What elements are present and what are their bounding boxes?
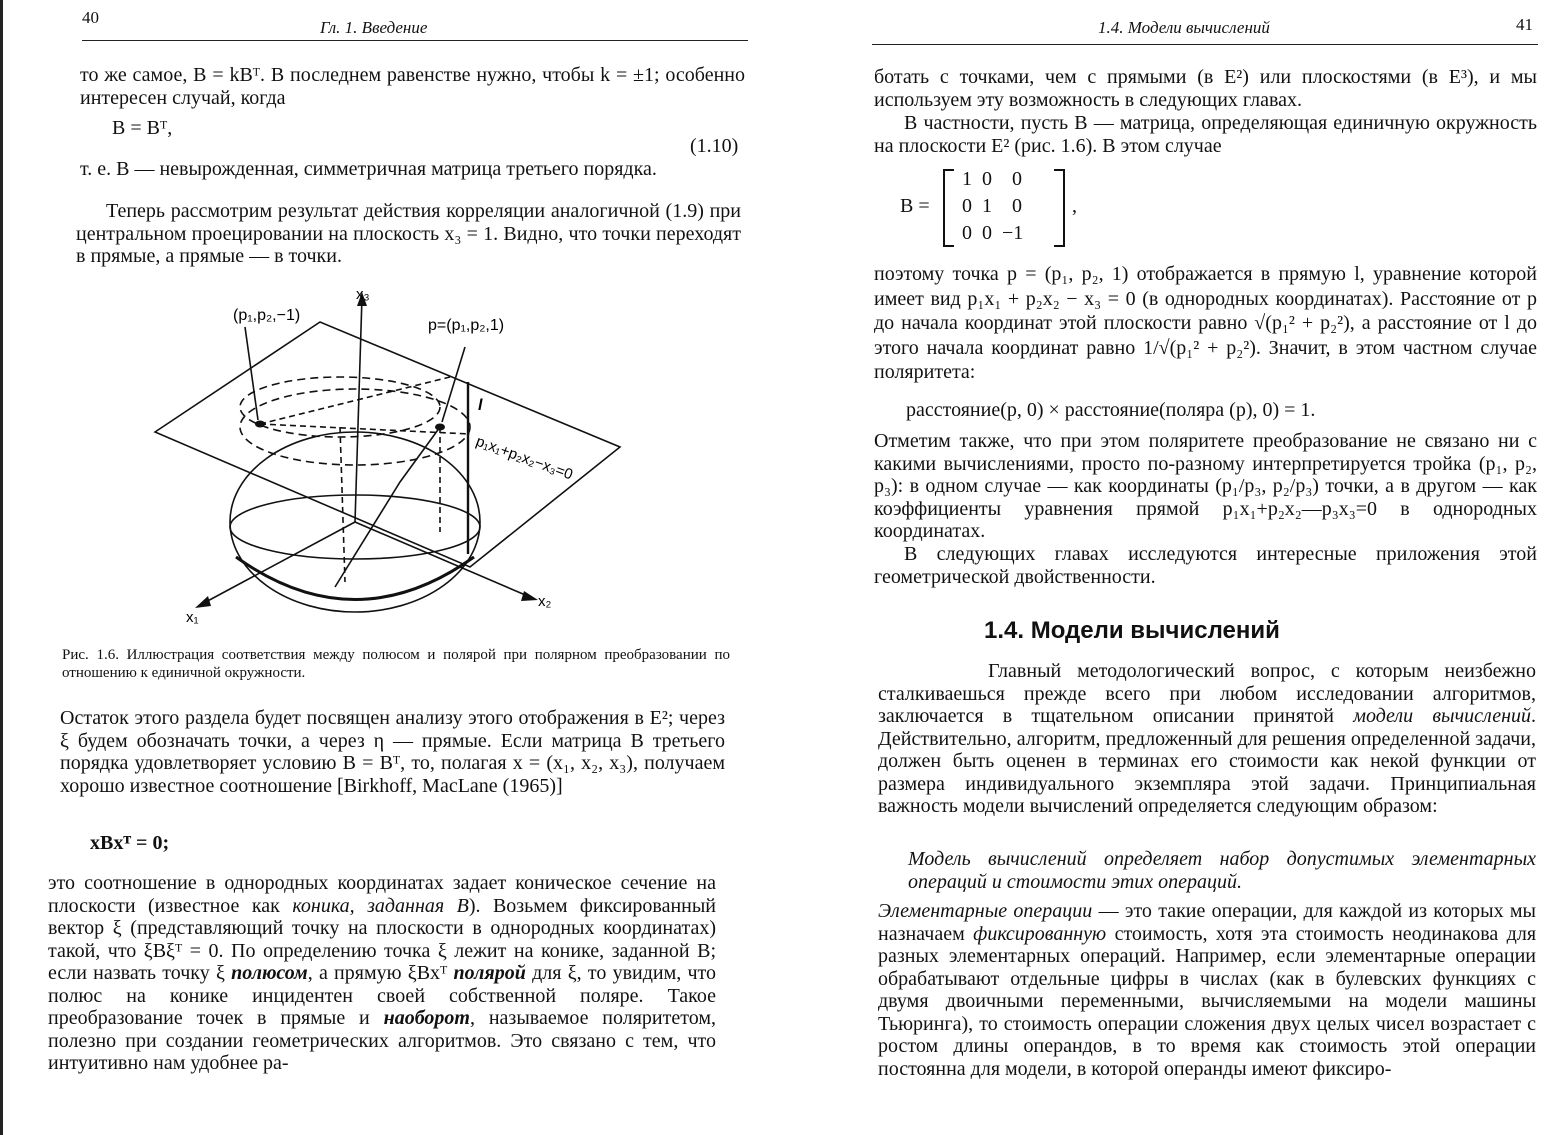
figure-label-pole: (p₁,p₂,−1)	[233, 307, 301, 324]
matrix-row-1: 1 0 0	[962, 168, 1022, 190]
figure-pointer-2	[442, 347, 465, 422]
figure-axis-x3	[355, 297, 362, 522]
matrix-b	[900, 168, 1200, 248]
left-page	[0, 0, 770, 1135]
left-formula-1-10: B = Bᵀ,	[112, 117, 173, 139]
definition-block: Модель вычислений определяет набор допустимых элементарных операций и стоимости этих операций.	[908, 848, 1536, 893]
figure-pole-point	[255, 421, 265, 428]
left-paragraph-4: Остаток этого раздела будет посвящен анализу этого отображения в E²; через ξ будем обозначать точки, а через η — прямые. Если матрица B третьего порядка удовлетворяет условию B = Bᵀ, то, полагая x = (x₁, x₂, x₃), получаем хорошо известное соотношение [Birkhoff, MacLane (1965)]	[60, 707, 725, 797]
right-paragraph-5: В следующих главах исследуются интересные приложения этой геометрической двойственности.	[874, 543, 1537, 588]
right-paragraph-3: поэтому точка p = (p₁, p₂, 1) отображается в прямую l, уравнение которой имеет вид p₁x₁ + p₂x₂ − x₃ = 0 (в однородных координатах). Расстояние от p до начала координат этой плоскости равно √(p₁² + p₂²), а расстояние от l до этого начала координат равно 1/√(p₁² + p₂²). Значит, в этом частном случае поляритета:	[874, 263, 1537, 383]
right-page-number: 41	[1516, 15, 1533, 34]
figure-pointer-1	[245, 327, 258, 420]
figure-label-equation: p₁x₁+p₂x₂−x₃=0	[473, 432, 576, 484]
right-header-rule	[872, 44, 1538, 45]
figure-dash-5	[335, 427, 440, 587]
right-paragraph-1: ботать с точками, чем с прямыми (в E²) или плоскостями (в E³), и мы используем эту возможность в следующих главах.	[874, 66, 1537, 111]
figure-label-x3: x₃	[356, 286, 370, 303]
matrix-row-2: 0 1 0	[962, 195, 1022, 217]
matrix-row-3: 0 0 −1	[962, 222, 1024, 244]
figure-label-x2: x₂	[538, 593, 552, 610]
matrix-lhs: B =	[900, 195, 930, 217]
right-formula-distance: расстояние(p, 0) × расстояние(поляра (p), 0) = 1.	[906, 399, 1316, 421]
right-paragraph-7: Элементарные операции — это такие операции, для каждой из которых мы назначаем фиксированную стоимость, хотя эта стоимость неодинакова для разных элементарных операций. Например, если элементарные операции обрабатывают отдельные цифры в числах (как в булевских функциях с двумя двоичными переменными, вычисляемыми на модели машины Тьюринга), то стоимость операции сложения двух целых чисел возрастает с ростом длины операндов, в то время как стоимость этой операции постоянна для модели, в которой операнды имеют фиксиро-	[878, 900, 1537, 1080]
matrix-bracket-right	[1050, 168, 1068, 248]
section-title: 1.4. Модели вычислений	[984, 617, 1280, 644]
figure-label-point-p: p=(p₁,p₂,1)	[428, 317, 505, 334]
figure-1-6	[150, 282, 630, 632]
left-formula-number: (1.10)	[690, 135, 739, 157]
right-paragraph-2: В частности, пусть B — матрица, определяющая единичную окружность на плоскости E² (рис. 1.6). В этом случае	[874, 112, 1537, 157]
figure-sphere-base	[236, 557, 474, 600]
left-running-head: Гл. 1. Введение	[320, 18, 428, 37]
right-running-head: 1.4. Модели вычислений	[1098, 18, 1270, 37]
left-paragraph-3: Теперь рассмотрим результат действия корреляции аналогичной (1.9) при центральном проецировании на плоскость x₃ = 1. Видно, что точки переходят в прямые, а прямые — в точки.	[76, 200, 741, 267]
figure-arrow-x2	[521, 591, 538, 601]
matrix-trailing-comma: ,	[1072, 195, 1077, 217]
left-formula-2: xBxᵀ = 0;	[90, 832, 170, 854]
figure-label-l: l	[478, 397, 483, 414]
figure-arrow-x1	[195, 596, 211, 608]
right-paragraph-6: Главный методологический вопрос, с которым неизбежно сталкиваешься прежде всего при любом исследовании алгоритмов, заключается в тщательном описании принятой модели вычислений. Действительно, алгоритм, предложенный для решения определенной задачи, должен быть оценен в терминах его стоимости как некой функции от размера индивидуального экземпляра этой задачи. Принципиальная важность модели вычислений определяется следующим образом:	[878, 660, 1537, 817]
figure-caption: Рис. 1.6. Иллюстрация соответствия между полюсом и полярой при полярном преобразовании по отношению к единичной окружности.	[62, 647, 730, 681]
left-page-number: 40	[82, 8, 99, 27]
right-page	[790, 0, 1556, 1135]
figure-plane	[155, 322, 620, 567]
figure-polar-point	[435, 424, 445, 431]
figure-dash-2	[260, 377, 450, 424]
left-header-rule	[82, 40, 748, 41]
left-paragraph-1: то же самое, B = kBᵀ. В последнем равенстве нужно, чтобы k = ±1; особенно интересен случай, когда	[80, 64, 745, 109]
right-paragraph-4: Отметим также, что при этом поляритете преобразование не связано ни с какими вычислениями, просто по-разному интерпретируется тройка (p₁, p₂, p₃): в одном случае — как координаты (p₁/p₃, p₂/p₃) точки, а в другом — как коэффициенты уравнения прямой p₁x₁+p₂x₂—p₃x₃=0 в однородных координатах.	[874, 430, 1537, 542]
left-paragraph-2: т. е. B — невырожденная, симметричная матрица третьего порядка.	[80, 158, 657, 180]
matrix-bracket-left	[940, 168, 958, 248]
figure-axis-x1	[202, 522, 355, 604]
left-paragraph-5: это соотношение в однородных координатах задает коническое сечение на плоскости (известное как коника, заданная B). Возьмем фиксированный вектор ξ (представляющий точку на плоскости в однородных координатах) такой, что ξBξᵀ = 0. По определению точка ξ лежит на конике, заданной B; если назвать точку ξ полюсом, а прямую ξBxᵀ полярой для ξ, то увидим, что полюс на конике инцидентен своей собственной поляре. Такое преобразование точек в прямые и наоборот, называемое поляритетом, полезно при создании геометрических алгоритмов. Это связано с тем, что интуитивно нам удобнее ра-	[48, 872, 717, 1074]
figure-label-x1: x₁	[186, 609, 199, 626]
